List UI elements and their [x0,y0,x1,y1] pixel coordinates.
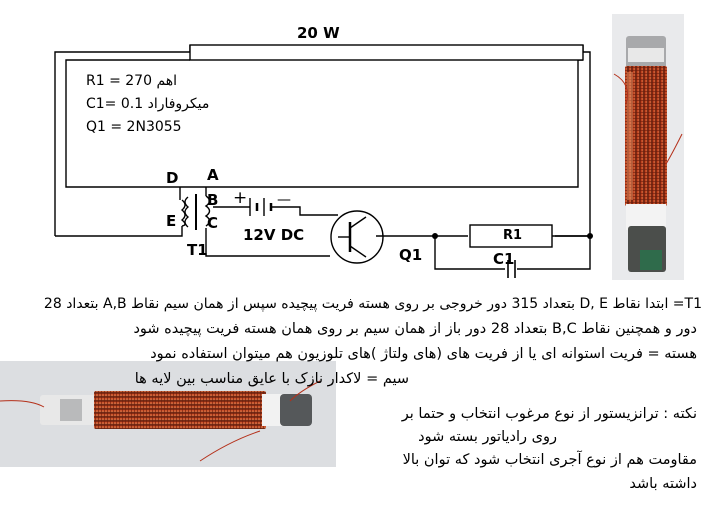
wire-tap-e [55,226,182,236]
note-line: روی رادیاتور بسته شود [418,429,557,445]
transistor-symbol [331,211,383,263]
junction-dot [432,233,438,239]
instruction-line: سیم = لاکدار نازک با عایق مناسب بین لایه ها [134,371,409,387]
wire-battery [272,207,338,215]
terminal-b-label: B [207,191,219,209]
note-line: نکته : ترانزیستور از نوع مرغوب انتخاب و حتما بر [401,406,697,422]
terminal-c-label: C [207,214,219,232]
lamp-label: 20 W [297,24,340,42]
transistor-label: Q1 [399,246,423,264]
battery-minus-sign: — [277,192,291,208]
note-line: داشته باشد [629,476,697,492]
terminal-e-label: E [166,212,177,230]
terminal-a-label: A [207,166,219,184]
instruction-line: هسته = فریت استوانه ای یا از فریت های (های ولتاژ )های تلوزیون هم میتوان استفاده نمود [150,346,697,362]
coil-photo-vertical [612,14,684,280]
lamp-body [190,45,583,60]
capacitor-label: C1 [493,250,515,268]
instruction-line: دور و همچنین نقاط B,C بتعداد 28 دور باز از همان سیم بر روی همان هسته فریت پیچیده شود [133,321,697,337]
resistor-label: R1 [503,228,523,243]
instruction-line: T1= ابتدا نقاط D, E بتعداد 315 دور خروجی بر روی هسته فریت پیچیده سپس از همان سیم نقاط A,B بتعداد 28 [43,296,702,312]
note-line: مقاومت هم از نوع آجری انتخاب شود که توان بالا [402,452,697,468]
spec-line: R1 = 270 اهم [86,73,178,89]
battery-plus-sign: + [233,188,248,208]
spec-line: C1= 0.1 میکروفاراد [86,96,210,112]
terminal-d-label: D [166,169,179,187]
spec-line: Q1 = 2N3055 [86,119,182,135]
junction-dot [587,233,593,239]
battery-symbol [250,198,271,216]
transformer-symbol [182,194,210,230]
battery-label: 12V DC [243,226,305,244]
transformer-label: T1 [187,241,208,259]
